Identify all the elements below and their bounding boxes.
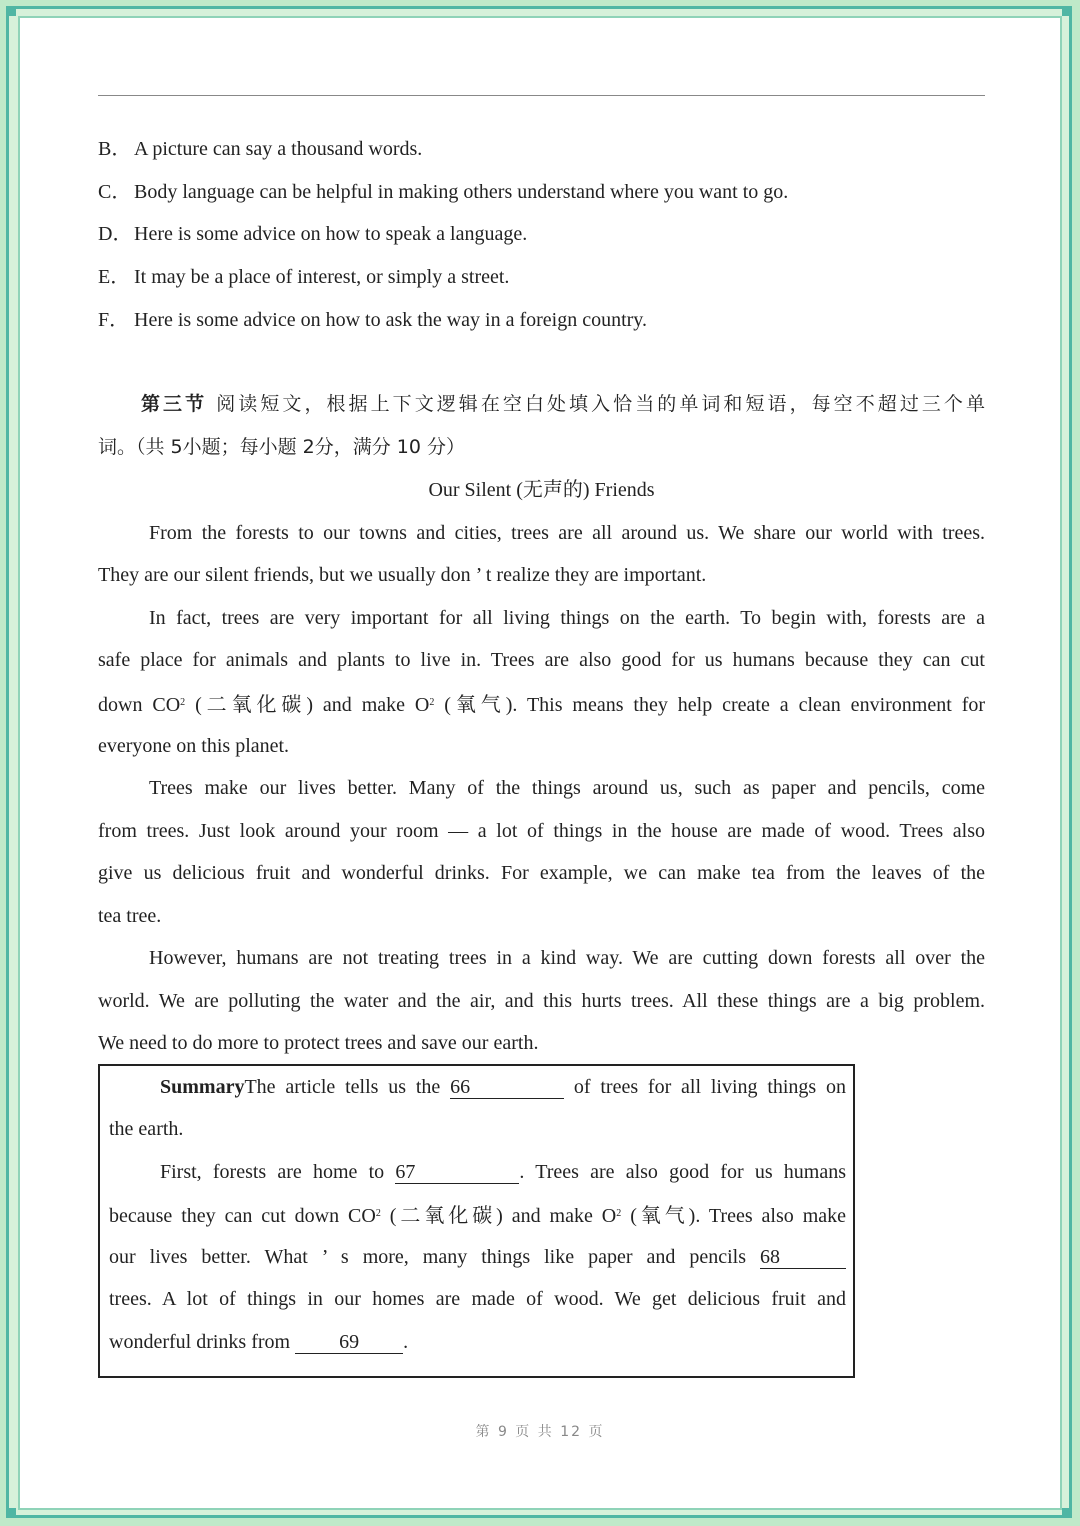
blank-66[interactable]: 66	[450, 1076, 564, 1099]
p3-line-3: give us delicious fruit and wonderful drinks. For example, we can make tea from the leaves of the	[98, 862, 985, 884]
option-letter: F．	[98, 309, 130, 331]
p2-line-3	[98, 691, 985, 717]
p3-line-4: tea tree.	[98, 905, 162, 927]
subscript: 2	[429, 697, 435, 708]
text: because they can cut down CO	[109, 1205, 376, 1227]
subscript: 2	[180, 697, 186, 708]
blank-69[interactable]: 69	[295, 1331, 403, 1354]
summary-line-4	[109, 1202, 846, 1228]
subscript: 2	[616, 1208, 622, 1219]
p4-line-1: However, humans are not treating trees in a kind way. We are cutting down forests all over the	[149, 947, 985, 969]
text: (氧气). Trees also make	[621, 1205, 847, 1227]
section-instruction	[98, 392, 985, 416]
header-rule	[98, 95, 985, 96]
article-title: Our Silent (无声的) Friends	[428, 479, 655, 501]
subscript: 2	[375, 1208, 381, 1219]
p3-line-1: Trees make our lives better. Many of the things around us, such as paper and pencils, come	[149, 777, 985, 799]
text: First, forests are home to	[160, 1161, 385, 1183]
corner-ornament	[1062, 6, 1072, 16]
summary-line-1	[109, 1075, 846, 1099]
option-b	[98, 137, 422, 161]
text: our lives better. What ’ s more, many things like paper and pencils	[109, 1246, 747, 1268]
option-text: It may be a place of interest, or simply a street.	[134, 266, 510, 288]
summary-line-5	[109, 1245, 846, 1269]
summary-line-3	[109, 1160, 846, 1184]
option-letter: B．	[98, 138, 132, 160]
option-e	[98, 265, 509, 289]
p4-line-3: We need to do more to protect trees and save our earth.	[98, 1032, 539, 1054]
text: (二氧化碳) and make O	[380, 1205, 617, 1227]
option-d	[98, 222, 527, 246]
summary-box	[98, 1064, 855, 1378]
text: The article tells us the	[244, 1076, 441, 1098]
option-c	[98, 180, 788, 204]
option-letter: E．	[98, 266, 131, 288]
summary-line-2: the earth.	[109, 1118, 184, 1140]
text: wonderful drinks from	[109, 1331, 291, 1353]
page-number-footer: 第 9 页 共 12 页	[475, 1424, 605, 1440]
text: . Trees are also good for us humans	[519, 1161, 847, 1183]
p2-line-2: safe place for animals and plants to live in. Trees are also good for us humans because they can cut	[98, 649, 985, 671]
blank-68[interactable]: 68	[760, 1246, 846, 1269]
p1-line-2: They are our silent friends, but we usually don ’ t realize they are important.	[98, 564, 707, 586]
text: of trees for all living things on	[573, 1076, 847, 1098]
p3-line-2: from trees. Just look around your room — a lot of things in the house are made of wood. Trees also	[98, 820, 985, 842]
corner-ornament	[6, 6, 16, 16]
option-f	[98, 308, 647, 332]
section-heading: 第三节	[141, 393, 208, 415]
p1-line-1: From the forests to our towns and cities, trees are all around us. We share our world with trees.	[149, 522, 985, 544]
text: .	[403, 1331, 409, 1353]
summary-label: Summary	[160, 1076, 245, 1098]
summary-line-7	[109, 1330, 846, 1354]
p2-line-1: In fact, trees are very important for all living things on the earth. To begin with, forests are a	[149, 607, 985, 629]
option-text: Body language can be helpful in making others understand where you want to go.	[134, 181, 789, 203]
option-text: Here is some advice on how to speak a language.	[134, 223, 528, 245]
text: down CO	[98, 694, 181, 716]
blank-67[interactable]: 67	[395, 1161, 519, 1184]
p4-line-2: world. We are polluting the water and the air, and this hurts trees. All these things are a big problem.	[98, 990, 985, 1012]
option-letter: D．	[98, 223, 133, 245]
corner-ornament	[1062, 1508, 1072, 1518]
option-text: A picture can say a thousand words.	[134, 138, 423, 160]
summary-line-6: trees. A lot of things in our homes are made of wood. We get delicious fruit and	[109, 1288, 846, 1310]
p2-line-4: everyone on this planet.	[98, 735, 290, 757]
option-text: Here is some advice on how to ask the way in a foreign country.	[134, 309, 647, 331]
instruction-line-2: 词。（共 5小题；每小题 2分，满分 10 分）	[98, 436, 466, 458]
text: (氧气). This means they help create a clean environment for	[434, 694, 986, 716]
text: (二氧化碳) and make O	[185, 694, 430, 716]
corner-ornament	[6, 1508, 16, 1518]
option-letter: C．	[98, 181, 132, 203]
instruction-line-1: 阅读短文，根据上下文逻辑在空白处填入恰当的单词和短语，每空不超过三个单	[216, 393, 985, 415]
